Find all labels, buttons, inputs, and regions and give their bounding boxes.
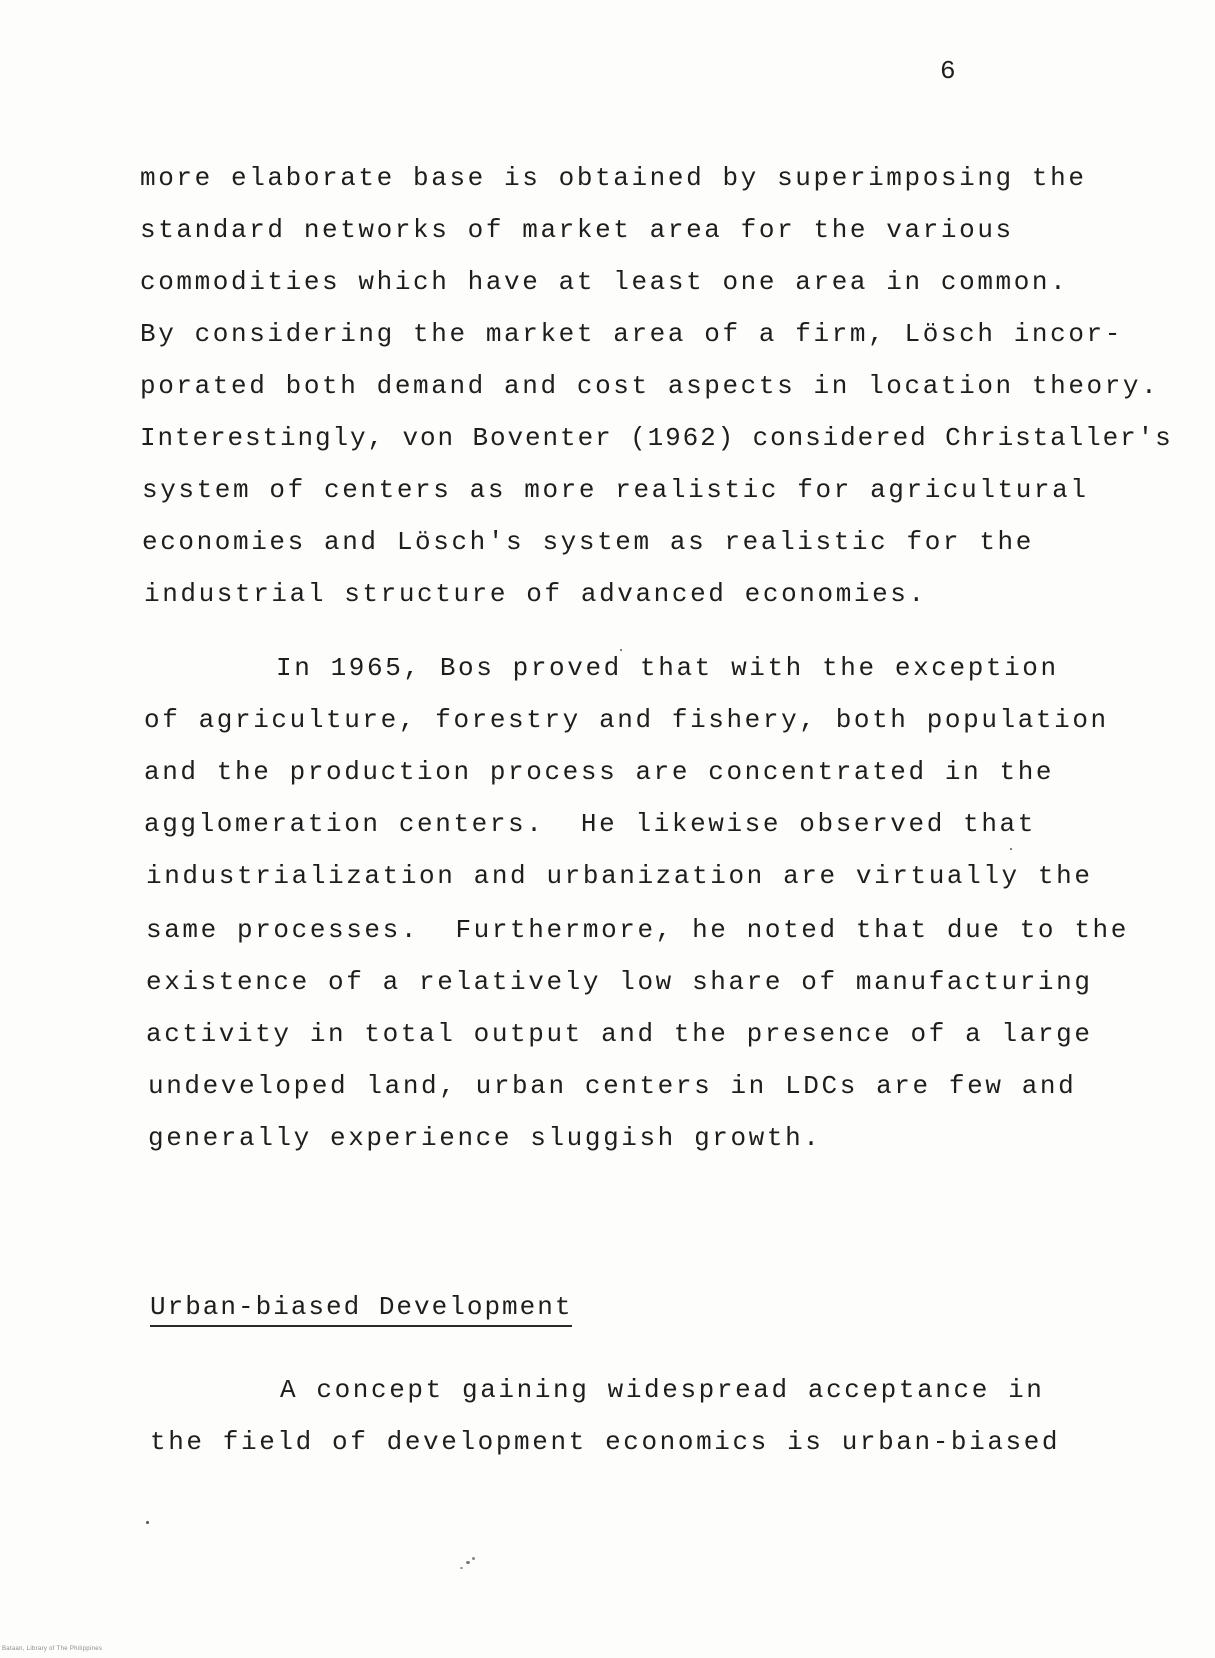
paragraph-2-line-7: existence of a relatively low share of manufacturing <box>146 967 1093 997</box>
paragraph-1-line-3: commodities which have at least one area in common. <box>140 267 1069 297</box>
scan-speck <box>466 1561 470 1564</box>
scan-speck <box>472 1557 475 1560</box>
paragraph-2-line-9: undeveloped land, urban centers in LDCs are few and <box>148 1071 1077 1101</box>
paragraph-1-line-6: Interestingly, von Boventer (1962) considered Christaller's <box>140 423 1173 453</box>
scan-speck <box>620 649 622 651</box>
paragraph-1-line-1: more elaborate base is obtained by superimposing the <box>140 163 1087 193</box>
section-heading: Urban-biased Development <box>150 1291 572 1327</box>
scan-speck <box>460 1567 463 1569</box>
scan-speck <box>1010 848 1012 850</box>
page-number: 6 <box>940 56 957 86</box>
paragraph-2-line-4: agglomeration centers. He likewise observed that <box>144 809 1036 839</box>
footer-note: Bataan, Library of The Philippines <box>2 1646 103 1652</box>
paragraph-1-line-8: economies and Lösch's system as realistic for the <box>142 527 1034 557</box>
paragraph-1-line-9: industrial structure of advanced economies. <box>144 579 927 609</box>
section-paragraph-line-2: the field of development economics is urban-biased <box>150 1427 1061 1457</box>
paragraph-1-line-7: system of centers as more realistic for agricultural <box>142 475 1089 505</box>
paragraph-2-line-8: activity in total output and the presence of a large <box>146 1019 1093 1049</box>
paragraph-2-line-10: generally experience sluggish growth. <box>148 1123 822 1153</box>
paragraph-2-line-2: of agriculture, forestry and fishery, both population <box>144 705 1109 735</box>
scan-speck <box>146 1521 149 1524</box>
paragraph-1-line-5: porated both demand and cost aspects in location theory. <box>140 371 1160 401</box>
section-paragraph-line-1: A concept gaining widespread acceptance in <box>280 1375 1045 1405</box>
paragraph-1-line-4: By considering the market area of a firm, Lösch incor- <box>140 319 1123 349</box>
paragraph-1-line-2: standard networks of market area for the various <box>140 215 1014 245</box>
paragraph-2-line-5: industrialization and urbanization are virtually the <box>146 861 1093 891</box>
paragraph-2-line-1: In 1965, Bos proved that with the exception <box>276 653 1059 683</box>
paragraph-2-line-6: same processes. Furthermore, he noted that due to the <box>146 915 1129 945</box>
paragraph-2-line-3: and the production process are concentrated in the <box>144 757 1055 787</box>
